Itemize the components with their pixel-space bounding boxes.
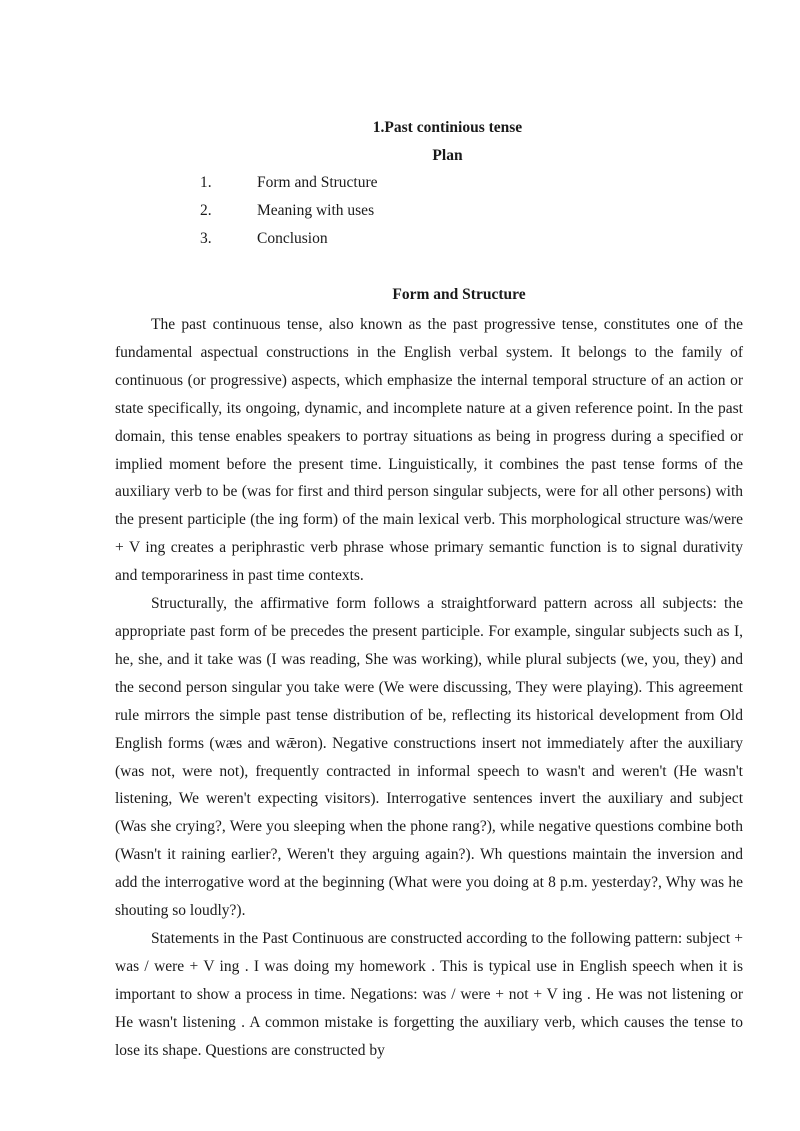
body-paragraph: The past continuous tense, also known as the past progressive tense, constitutes one of the fundamental aspectual constructions in the English verbal system. It belongs to the family of continuous (or progressive) aspects, which emphasize the internal temporal structure of an action or state specifically, its ongoing, dynamic, and incomplete nature at a given reference point. In the past domain, this tense enables speakers to portray situations as being in progress during a specified or implied moment before the present time. Linguistically, it combines the past tense forms of the auxiliary verb to be (was for first and third person singular subjects, were for all other persons) with the present participle (the ing form) of the main lexical verb. This morphological structure was/were + V ing creates a periphrastic verb phrase whose primary semantic function is to signal durativity and temporariness in past time contexts. [115,316,743,585]
plan-item-text: Conclusion [257,230,328,247]
plan-item [200,173,378,201]
plan-item-number: 2. [200,202,212,219]
plan-heading: Plan [432,147,463,164]
plan-item-text: Meaning with uses [257,202,375,219]
body-text [115,311,743,1064]
plan-item-text: Form and Structure [257,174,378,191]
section-heading: Form and Structure [392,286,526,303]
plan-item-number: 3. [200,230,212,247]
plan-item-number: 1. [200,174,212,191]
plan-item [200,201,378,229]
document-title: 1.Past continious tense [372,119,523,136]
body-paragraph: Statements in the Past Continuous are constructed according to the following pattern: subject + was / were + V ing . I was doing my homework . This is typical use in English speech when it is important to show a process in time. Negations: was / were + not + V ing . He was not listening or He wasn't listening . A common mistake is forgetting the auxiliary verb, which causes the tense to lose its shape. Questions are constructed by [115,929,743,1059]
body-paragraph: Structurally, the affirmative form follows a straightforward pattern across all subjects: the appropriate past form of be precedes the present participle. For example, singular subjects such as I, he, she, and it take was (I was reading, She was working), while plural subjects (we, you, they) and the second person singular you take were (We were discussing, They were playing). This agreement rule mirrors the simple past tense distribution of be, reflecting its historical development from Old English forms (wæs and wǣron). Negative constructions insert not immediately after the auxiliary (was not, were not), frequently contracted in informal speech to wasn't and weren't (He wasn't listening, We weren't expecting visitors). Interrogative sentences invert the auxiliary and subject (Was she crying?, Were you sleeping when the phone rang?), while negative questions combine both (Wasn't it raining earlier?, Weren't they arguing again?). Wh questions maintain the inversion and add the interrogative word at the beginning (What were you doing at 8 p.m. yesterday?, Why was he shouting so loudly?). [115,595,743,920]
plan-item [200,229,378,257]
plan-list [200,173,378,257]
